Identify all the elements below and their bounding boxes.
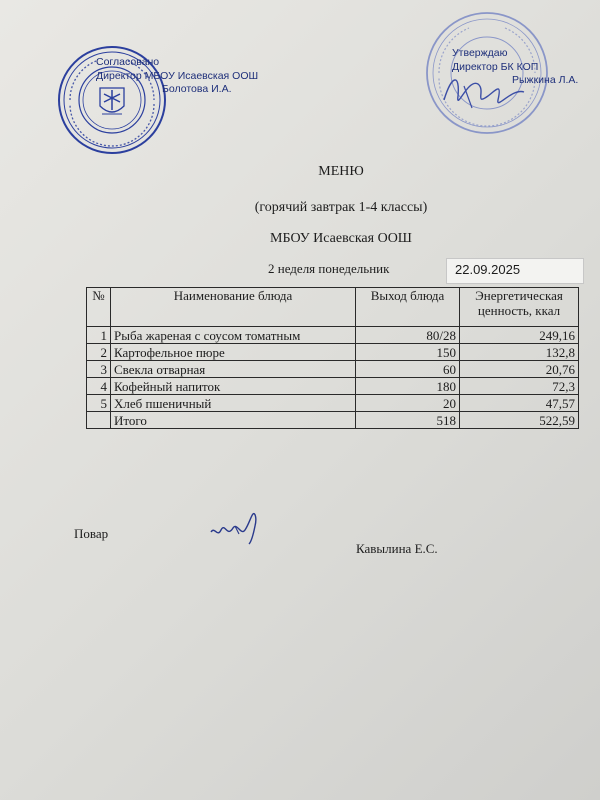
row-number: 2 (87, 344, 111, 361)
school-name: МБОУ Исаевская ООШ (270, 231, 412, 246)
dish-output: 60 (356, 361, 460, 378)
dish-output: 20 (356, 395, 460, 412)
date-box (446, 258, 584, 284)
approval-left-line2: Директор МБОУ Исаевская ООШ (96, 69, 259, 82)
column-header-energy: Энергетическая ценность, ккал (460, 288, 579, 327)
table-total-row (87, 412, 579, 429)
table-row (87, 327, 579, 344)
column-header-output: Выход блюда (356, 288, 460, 327)
cook-signature (205, 508, 265, 548)
dish-energy: 249,16 (460, 327, 579, 344)
approval-right-line2: Директор БК КОП (452, 60, 539, 73)
approval-right-line3: Рыжкина Л.А. (512, 74, 579, 86)
row-number: 4 (87, 378, 111, 395)
row-number: 5 (87, 395, 111, 412)
approval-right-line1: Утверждаю (452, 47, 508, 59)
total-label: Итого (111, 412, 356, 429)
menu-date: 22.09.2025 (455, 262, 521, 277)
total-output: 518 (356, 412, 460, 429)
dish-energy: 72,3 (460, 378, 579, 395)
approval-left-line1: Согласовано (96, 56, 160, 68)
dish-name: Свекла отварная (111, 361, 356, 378)
dish-energy: 20,76 (460, 361, 579, 378)
column-header-number: № (87, 288, 111, 327)
dish-output: 80/28 (356, 327, 460, 344)
total-empty-cell (87, 412, 111, 429)
column-header-dish: Наименование блюда (111, 288, 356, 327)
approval-left-line3: Болотова И.А. (162, 83, 232, 95)
dish-name: Хлеб пшеничный (111, 395, 356, 412)
approval-block-right (452, 47, 578, 88)
table-row (87, 395, 579, 412)
total-energy: 522,59 (460, 412, 579, 429)
row-number: 1 (87, 327, 111, 344)
dish-output: 180 (356, 378, 460, 395)
dish-energy: 47,57 (460, 395, 579, 412)
document-subtitle: (горячий завтрак 1-4 классы) (254, 200, 428, 215)
cook-label: Повар (74, 526, 109, 541)
dish-name: Кофейный напиток (111, 378, 356, 395)
table-row (87, 344, 579, 361)
approval-block-left (96, 56, 258, 97)
table-row (87, 361, 579, 378)
table-header-row (87, 288, 579, 327)
dish-name: Рыба жареная с соусом томатным (111, 327, 356, 344)
dish-output: 150 (356, 344, 460, 361)
dish-name: Картофельное пюре (111, 344, 356, 361)
week-day-label: 2 неделя понедельник (268, 261, 390, 276)
menu-table (86, 287, 579, 429)
document-title: МЕНЮ (318, 164, 364, 179)
dish-energy: 132,8 (460, 344, 579, 361)
row-number: 3 (87, 361, 111, 378)
cook-name: Кавылина Е.С. (356, 541, 438, 556)
table-row (87, 378, 579, 395)
